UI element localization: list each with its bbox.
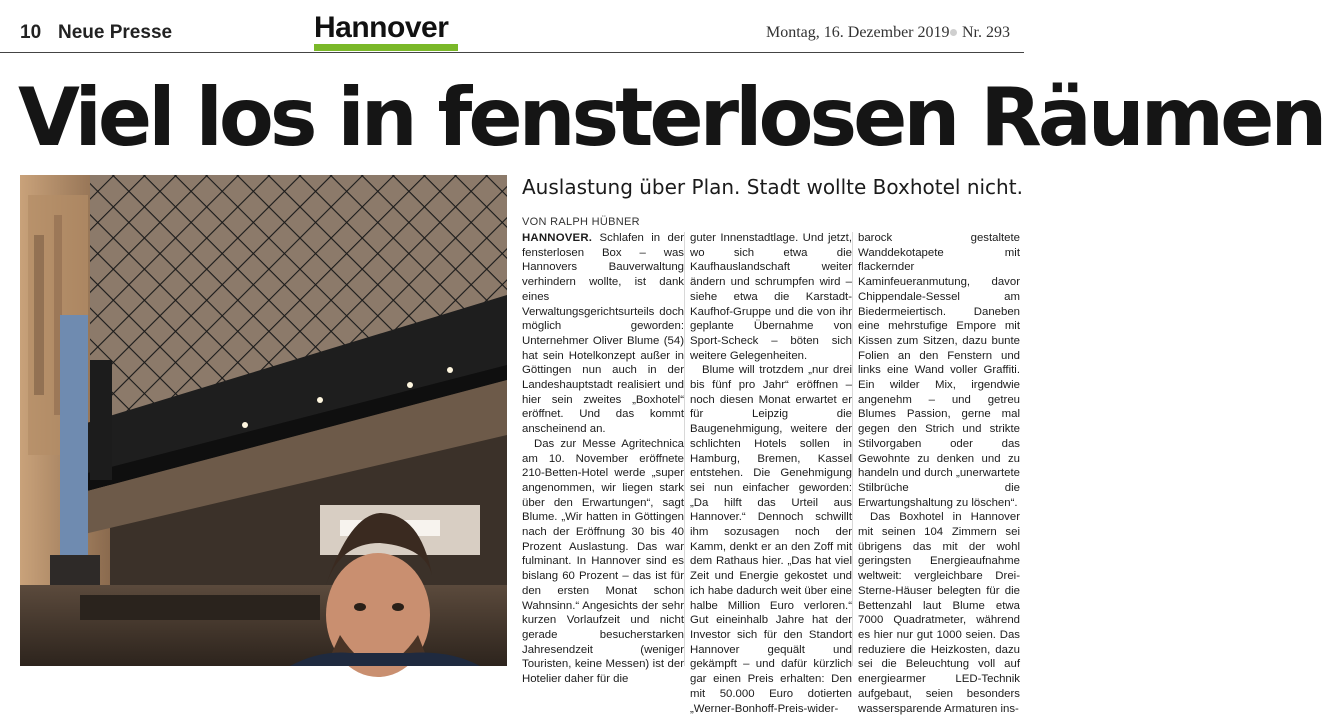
article-column-2 xyxy=(690,231,852,716)
article-headline: Viel los in fensterlosen Räumen xyxy=(18,71,1323,164)
paragraph: Das zur Messe Agritechnica am 10. November eröffnete 210-Betten-Hotel werde „super angenommen, wir liegen stark über den Erwartungen“, sagt Blume. „Wir hatten in Göttingen nach der Eröffnung 30 bis 40 Prozent Auslastung. Das war fulminant. In Hannover sind es bislang 60 Prozent – das ist für den ersten Monat schon Wahnsinn.“ Angesichts der sehr kurzen Vorlaufzeit und nicht gerade besucherstarken Jahresendzeit (weniger Touristen, keine Messen) ist der Hotelier daher für die xyxy=(522,437,684,686)
article-column-3 xyxy=(858,231,1020,716)
paragraph: Schlafen in der fensterlosen Box – was Hannovers Bauverwaltung verhindern wollte, ist dank eines Verwaltungsgerichtsurteils doch möglich geworden: Unternehmer Oliver Blume (54) hat sein Hotelkonzept außer in Göttingen nun auch in der Landeshauptstadt realisiert und hier sein zweites „Boxhotel“ eröffnet. Und das kommt anscheinend an. xyxy=(522,232,684,436)
issue-date: Montag, 16. Dezember 2019 xyxy=(766,24,950,41)
newspaper-name: Neue Presse xyxy=(58,22,173,43)
column-divider xyxy=(684,232,685,666)
section-title: Hannover xyxy=(314,11,449,44)
page-number: 10 xyxy=(20,22,42,43)
article-column-1 xyxy=(522,231,684,687)
article-dateline: HANNOVER. xyxy=(522,232,593,244)
separator-dot-icon xyxy=(950,29,957,36)
paragraph: Blume will trotzdem „nur drei bis fünf pro Jahr“ eröffnen – noch diesen Monat erwartet er für Leipzig die Baugenehmigung, weitere der schlichten Hotels sollen in Hamburg, Bremen, Kassel entstehen. Die Genehmigung sei nun einfacher geworden: „Da hilft das Urteil aus Hannover.“ Dennoch schwillt ihm sozusagen noch der Kamm, denkt er an den Zoff mit dem Rathaus hier. „Das hat viel Zeit und Energie gekostet und ich habe dadurch weit über eine halbe Million Euro verloren.“ Gut eineinhalb Jahre hat der Investor sich für den Standort Hannover gequält und gekämpft – und dafür kürzlich gar einen Preis erhalten: Den mit 50.000 Euro dotierten „Werner-Bonhoff-Preis-wider- xyxy=(690,364,852,715)
issue-number: Nr. 293 xyxy=(962,24,1010,41)
article-byline: VON RALPH HÜBNER xyxy=(522,216,640,228)
paragraph: guter Innenstadtlage. Und jetzt, wo sich etwa die Kaufhauslandschaft weiter ändern und schrumpfen wird – siehe etwa die Karstadt-Kaufhof-Gruppe und die von ihr geplante Übernahme von Sport-Scheck – böten sich weitere Gelegenheiten. xyxy=(690,232,852,362)
hotel-room-photo xyxy=(20,175,507,666)
paragraph: Das Boxhotel in Hannover mit seinen 104 Zimmern sei übrigens das mit der wohl geringsten Energieaufnahme weltweit: vergleichbare Drei-Sterne-Häuser belegten für die Bettenzahl laut Blume etwa 7000 Quadratmeter, während es hier nur gut 1000 seien. Das reduziere die Heizkosten, dazu sei die Beleuchtung voll auf energiearmer LED-Technik aufgebaut, seien besonders wassersparende Armaturen ins- xyxy=(858,511,1020,715)
paragraph: barock gestaltete Wanddekotapete mit flackernder Kaminfeueranmutung, davor Chippendale-Sessel am Biedermeiertisch. Daneben eine mehrstufige Empore mit Kissen zum Sitzen, dazu bunte Folien an den Fenstern und links eine Wand voller Graffiti. Ein wilder Mix, irgendwie angenehm – und getreu Blumes Passion, gerne mal gegen den Strich und strikte Stilvorgaben oder das Gewohnte zu denken und zu handeln und durch „unerwartete Stilbrüche die Erwartungshaltung zu löschen“. xyxy=(858,232,1020,509)
article-subheadline: Auslastung über Plan. Stadt wollte Boxhotel nicht. xyxy=(522,175,1023,199)
column-divider xyxy=(852,232,853,666)
section-color-bar xyxy=(314,44,458,51)
header-divider xyxy=(0,52,1024,53)
